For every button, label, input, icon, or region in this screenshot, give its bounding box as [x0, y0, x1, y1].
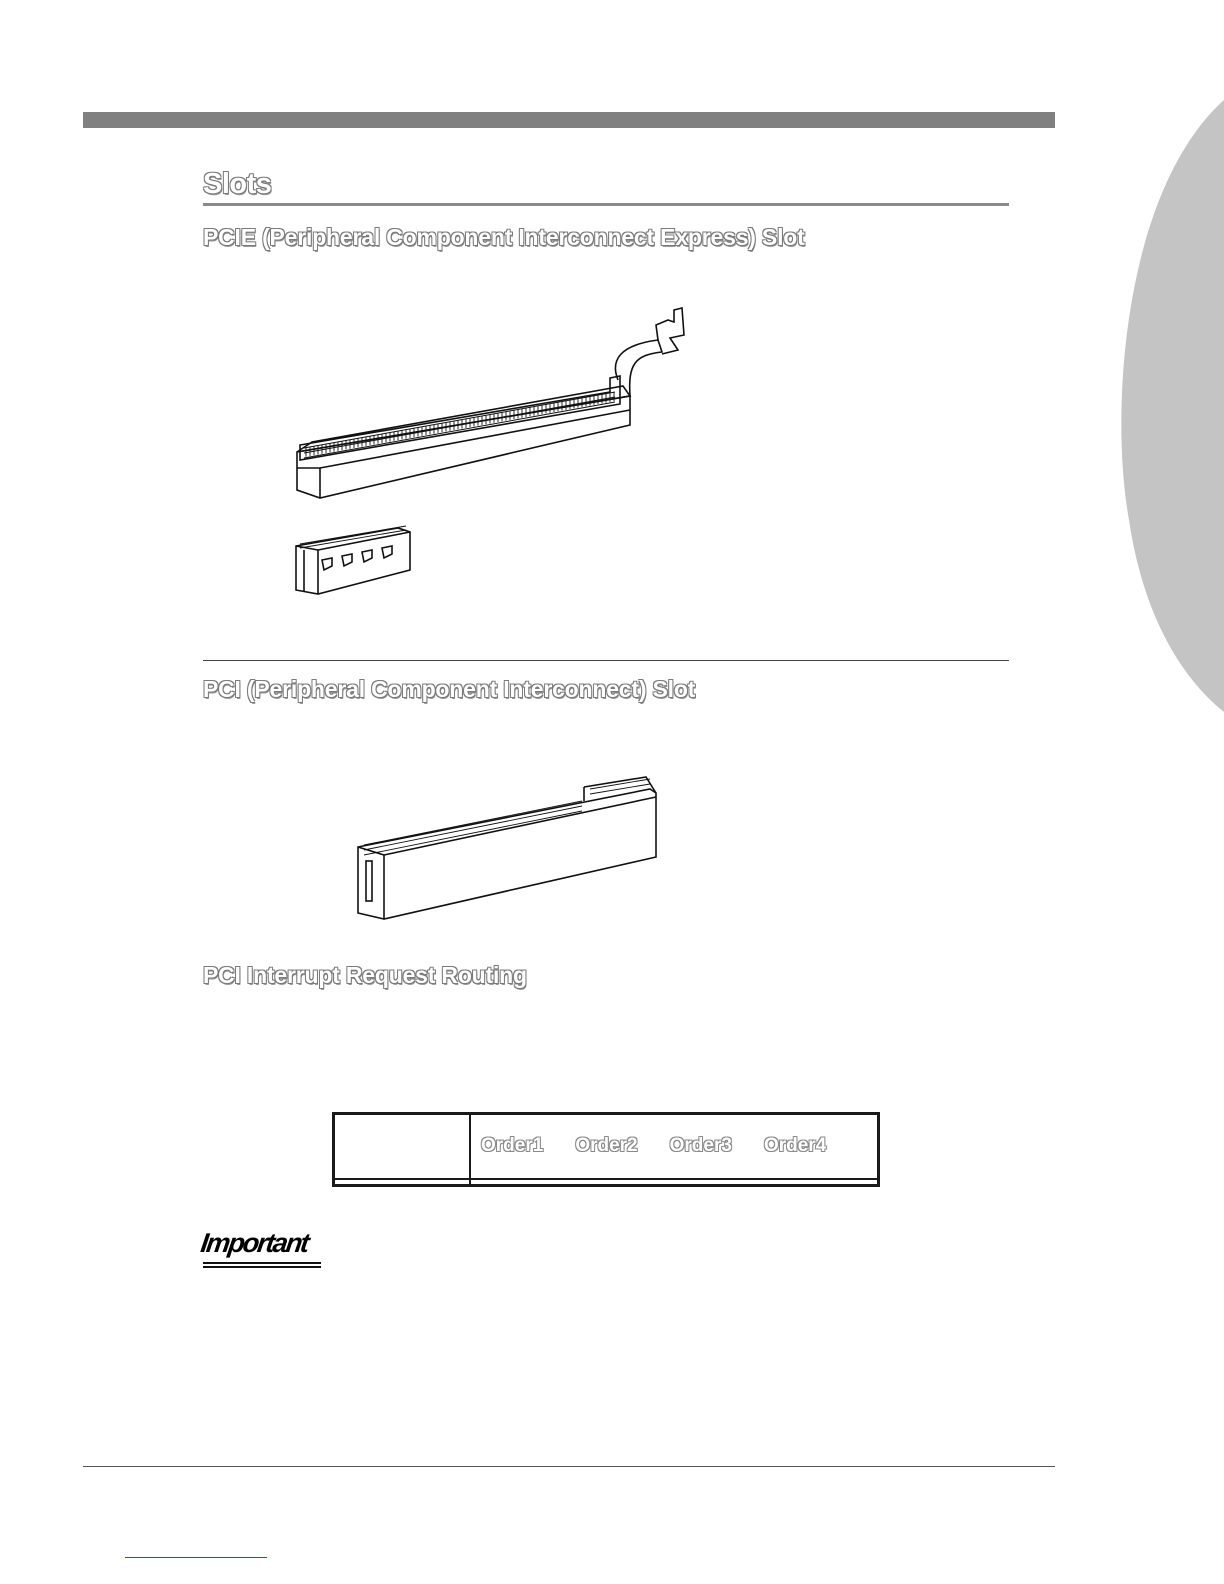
footer-rule	[83, 1466, 1055, 1467]
table-order-cell	[470, 1114, 879, 1179]
title-divider	[203, 203, 1009, 206]
heading-irq-routing: PCI Interrupt Request Routing	[203, 962, 527, 988]
table-value-cell	[470, 1179, 879, 1186]
chapter-side-tab	[1054, 100, 1224, 712]
heading-pci-slot: PCI (Peripheral Component Interconnect) Slot	[203, 676, 696, 702]
footer-link-underline[interactable]	[125, 1557, 267, 1558]
table-corner-cell	[334, 1114, 471, 1179]
section-divider	[203, 660, 1009, 661]
table-header-row	[334, 1114, 879, 1179]
pcie-x16-slot-illustration	[290, 300, 700, 510]
table-row	[334, 1179, 879, 1186]
pcie-x1-slot-illustration	[290, 520, 420, 600]
order-2-label: Order2	[575, 1135, 638, 1157]
order-1-label: Order1	[481, 1135, 544, 1157]
section-title-slots: Slots	[203, 168, 272, 200]
irq-routing-table	[332, 1112, 880, 1187]
heading-pcie-slot: PCIE (Peripheral Component Interconnect Express) Slot	[203, 224, 805, 250]
pci-slot-illustration	[350, 775, 670, 925]
top-accent-bar	[83, 112, 1055, 128]
important-underline	[203, 1262, 321, 1264]
order-3-label: Order3	[669, 1135, 732, 1157]
table-slot-cell	[334, 1179, 471, 1186]
important-underline	[203, 1266, 321, 1268]
important-label: Important	[198, 1228, 310, 1258]
order-4-label: Order4	[763, 1135, 827, 1157]
